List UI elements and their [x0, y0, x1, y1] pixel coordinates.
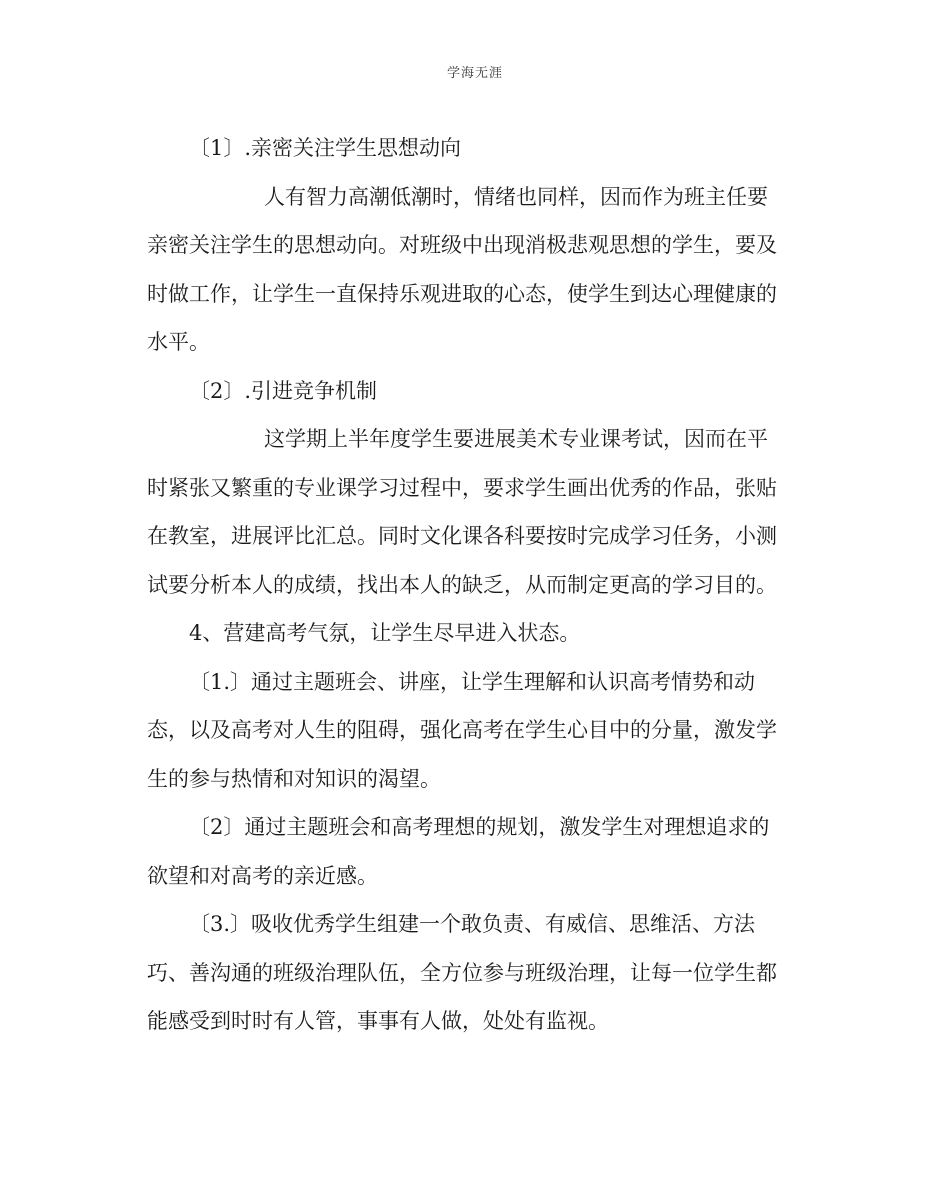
paragraph-line: 这学期上半年度学生要进展美术专业课考试，因而在平 [264, 427, 768, 451]
paragraph-line: 能感受到时时有人管，事事有人做，处处有监视。 [147, 1009, 609, 1033]
paragraph-line: 水平。 [147, 330, 210, 354]
paragraph-line: 〔2〕通过主题班会和高考理想的规划，激发学生对理想追求的 [189, 815, 770, 839]
document-body [147, 124, 803, 1046]
paragraph-line: 时做工作，让学生一直保持乐观进取的心态，使学生到达心理健康的 [147, 281, 777, 306]
section-heading-exam-atmosphere: 4、营建高考气氛，让学生尽早进入状态。 [189, 621, 581, 645]
paragraph-line: 生的参与热情和对知识的渴望。 [147, 766, 441, 791]
paragraph-line: 在教室，进展评比汇总。同时文化课各科要按时完成学习任务，小测 [147, 524, 777, 548]
paragraph-line: 态，以及高考对人生的阻碍，强化高考在学生心目中的分量，激发学 [147, 718, 777, 742]
paragraph-line: 〔3.〕吸收优秀学生组建一个敢负责、有威信、思维活、方法 [189, 912, 756, 936]
paragraph-line: 时紧张又繁重的专业课学习过程中，要求学生画出优秀的作品，张贴 [147, 475, 777, 500]
paragraph-line: 人有智力高潮低潮时，情绪也同样，因而作为班主任要 [264, 184, 768, 209]
subheading-focus-thoughts: 〔1〕.亲密关注学生思想动向 [189, 136, 462, 160]
paragraph-line: 试要分析本人的成绩，找出本人的缺乏，从而制定更高的学习目的。 [147, 572, 777, 597]
subheading-competition: 〔2〕.引进竞争机制 [189, 378, 378, 403]
paragraph-line: 欲望和对高考的亲近感。 [147, 863, 378, 888]
page-header: 学海无涯 [446, 66, 503, 81]
paragraph-line: 〔1.〕通过主题班会、讲座，让学生理解和认识高考情势和动 [189, 669, 756, 694]
paragraph-line: 亲密关注学生的思想动向。对班级中出现消极悲观思想的学生，要及 [147, 233, 777, 257]
paragraph-line: 巧、善沟通的班级治理队伍，全方位参与班级治理，让每一位学生都 [147, 960, 777, 985]
